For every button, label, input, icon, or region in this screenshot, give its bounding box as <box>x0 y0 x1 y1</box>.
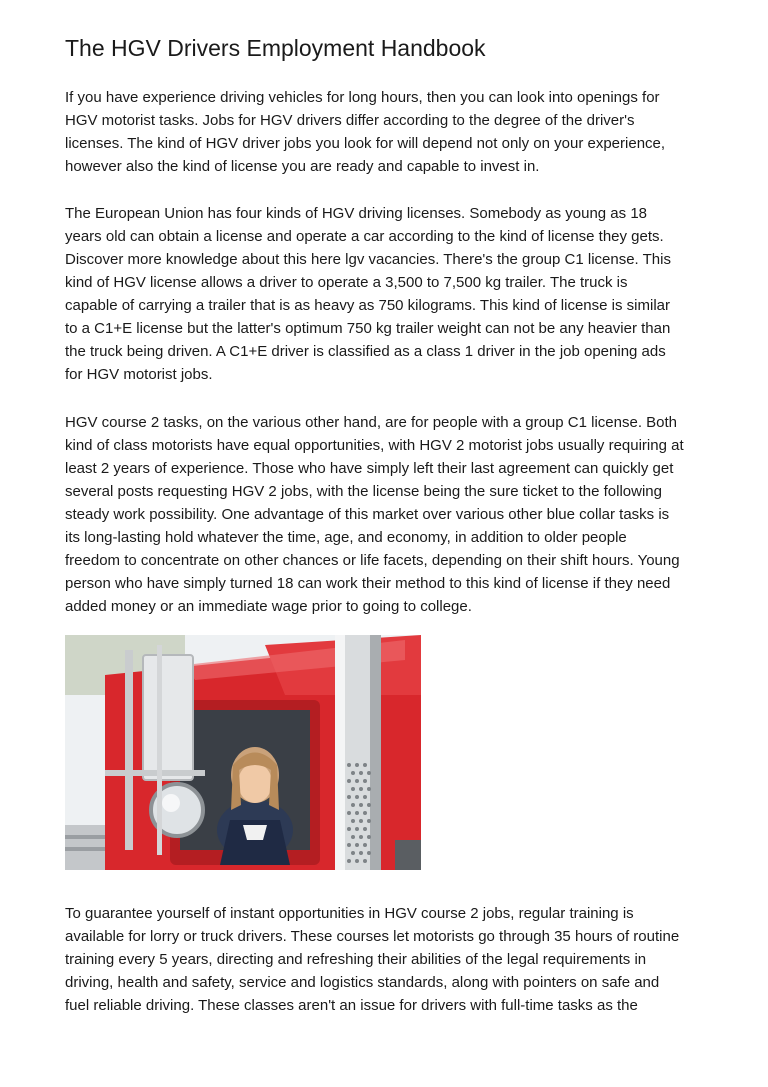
paragraph-line: The European Union has four kinds of HGV driving licenses. Somebody as young as 18 <box>65 205 647 222</box>
paragraph-line: freedom to concentrate on other chances or life facets, depending on their shift hours. Young <box>65 552 680 569</box>
truck-driver-illustration <box>65 635 421 870</box>
paragraph-2 <box>65 202 705 386</box>
paragraph-line: years old can obtain a license and operate a car according to the kind of license they gets. <box>65 228 664 245</box>
paragraph-line: Discover more knowledge about this here lgv vacancies. There's the group C1 license. This <box>65 251 671 268</box>
paragraph-line: driving, health and safety, service and logistics standards, along with pointers on safe and <box>65 974 660 991</box>
paragraph-line: available for lorry or truck drivers. These courses let motorists go through 35 hours of routine <box>65 928 680 945</box>
paragraph-line: its long-lasting hold whatever the time, age, and economy, in addition to older people <box>65 529 627 546</box>
paragraph-line: If you have experience driving vehicles for long hours, then you can look into openings for <box>65 89 660 106</box>
paragraph-line: HGV motorist tasks. Jobs for HGV drivers differ according to the degree of the driver's <box>65 112 635 129</box>
document-title: The HGV Drivers Employment Handbook <box>65 35 486 61</box>
paragraph-line: capable of carrying a trailer that is as heavy as 750 kilograms. This kind of license is similar <box>65 297 670 314</box>
paragraph-line: HGV course 2 tasks, on the various other hand, are for people with a group C1 license. Both <box>65 414 678 431</box>
paragraph-line: however also the kind of license you are ready and capable to invest in. <box>65 158 540 175</box>
paragraph-line: least 2 years of experience. Those who have simply left their last agreement can quickly get <box>65 460 674 477</box>
paragraph-line: added money or an immediate wage prior to going to college. <box>65 598 472 615</box>
paragraph-line: steady work possibility. One advantage of this market over various other blue collar tasks is <box>65 506 670 523</box>
paragraph-line: the truck being driven. A C1+E driver is classified as a class 1 driver in the job opening ads <box>65 343 666 360</box>
paragraph-line: training every 5 years, directing and refreshing their abilities of the legal requirements in <box>65 951 647 968</box>
paragraph-line: for HGV motorist jobs. <box>65 366 213 383</box>
truck-driver-photo <box>65 635 421 870</box>
paragraph-line: several posts requesting HGV 2 jobs, with the license being the sure ticket to the following <box>65 483 662 500</box>
paragraph-line: to a C1+E license but the latter's optimum 750 kg trailer weight can not be any heavier than <box>65 320 671 337</box>
paragraph-3 <box>65 411 705 618</box>
paragraph-1 <box>65 86 705 178</box>
paragraph-line: To guarantee yourself of instant opportunities in HGV course 2 jobs, regular training is <box>65 905 634 922</box>
paragraph-line: kind of HGV license allows a driver to operate a 3,500 to 7,500 kg trailer. The truck is <box>65 274 628 291</box>
paragraph-line: person who have simply turned 18 can work their method to this kind of license if they need <box>65 575 671 592</box>
paragraph-line: licenses. The kind of HGV driver jobs you look for will depend not only on your experience, <box>65 135 666 152</box>
paragraph-4 <box>65 902 705 1017</box>
paragraph-line: fuel reliable driving. These classes aren't an issue for drivers with full-time tasks as the <box>65 997 638 1014</box>
paragraph-line: kind of class motorists have equal opportunities, with HGV 2 motorist jobs usually requiring at <box>65 437 684 454</box>
